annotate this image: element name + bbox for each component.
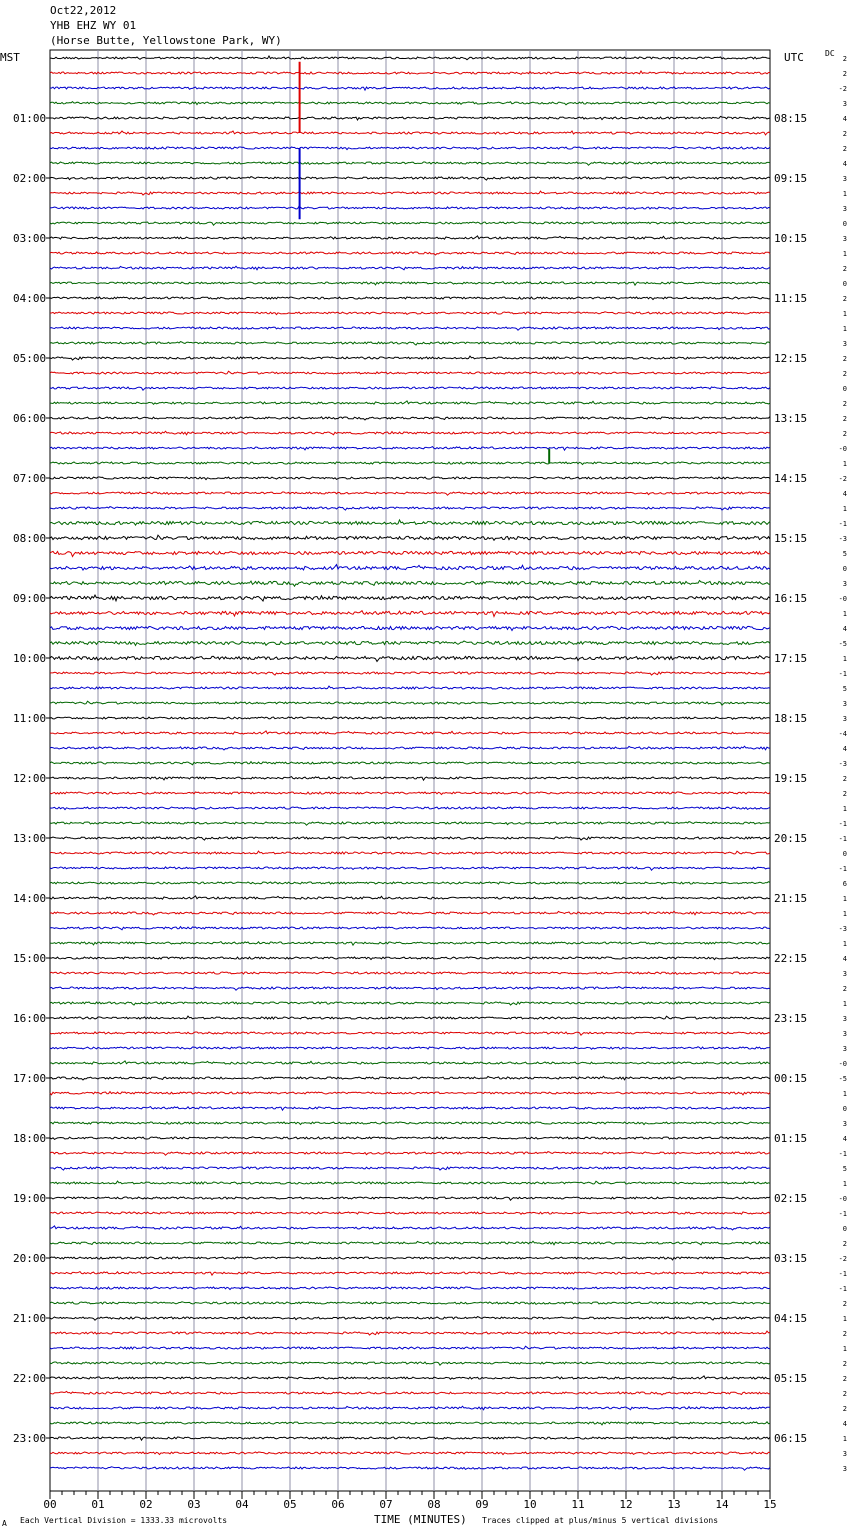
dc-offset-value: 0 [842, 385, 847, 393]
dc-offset-value: 1 [842, 655, 847, 663]
dc-offset-value: 2 [842, 430, 847, 438]
trace-row [50, 927, 770, 930]
dc-offset-value: 2 [842, 1405, 847, 1413]
dc-offset-value: 3 [842, 205, 847, 213]
trace-row [50, 1226, 770, 1230]
trace-row [50, 177, 770, 181]
trace-row [50, 792, 770, 795]
trace-row [50, 717, 770, 719]
dc-offset-value: 1 [842, 1090, 847, 1098]
trace-row [50, 222, 770, 225]
trace-row [50, 535, 770, 540]
dc-offset-value: 2 [842, 55, 847, 63]
dc-offset-value: -5 [838, 640, 847, 648]
trace-row [50, 777, 770, 781]
dc-offset-value: 2 [842, 1375, 847, 1383]
trace-row [50, 1467, 770, 1470]
right-hour-label: 00:15 [774, 1072, 808, 1085]
trace-row [50, 1422, 770, 1425]
right-hour-label: 16:15 [774, 592, 808, 605]
x-tick-label: 09 [475, 1498, 489, 1511]
dc-offset-value: 4 [842, 625, 847, 633]
left-hour-label: 08:00 [13, 532, 47, 545]
x-tick-label: 14 [715, 1498, 729, 1511]
x-tick-label: 10 [523, 1498, 537, 1511]
x-tick-label: 08 [427, 1498, 441, 1511]
trace-row [50, 822, 770, 826]
left-hour-label: 13:00 [13, 832, 47, 845]
dc-label: DC [825, 49, 835, 58]
trace-row [50, 387, 770, 390]
trace-row [50, 327, 770, 330]
trace-row [50, 102, 770, 105]
left-axis-label: MST [0, 51, 20, 64]
trace-row [50, 762, 770, 765]
left-hour-label: 11:00 [13, 712, 47, 725]
dc-offset-value: 2 [842, 790, 847, 798]
right-hour-label: 05:15 [774, 1372, 808, 1385]
trace-row [50, 87, 770, 90]
x-tick-label: 00 [43, 1498, 57, 1511]
dc-offset-value: 1 [842, 505, 847, 513]
corner-mark: A [2, 1519, 7, 1528]
trace-row [50, 867, 770, 870]
dc-offset-value: 5 [842, 550, 847, 558]
trace-row [50, 371, 770, 374]
left-hour-label: 18:00 [13, 1132, 47, 1145]
dc-offset-value: 2 [842, 370, 847, 378]
left-hour-label: 03:00 [13, 232, 47, 245]
dc-offset-value: 2 [842, 130, 847, 138]
dc-offset-value: 3 [842, 970, 847, 978]
dc-offset-value: 1 [842, 1435, 847, 1443]
trace-row [50, 1302, 770, 1305]
dc-offset-value: -1 [838, 1270, 847, 1278]
trace-row [50, 1272, 770, 1276]
dc-offset-value: -2 [838, 475, 847, 483]
dc-offset-value: -1 [838, 865, 847, 873]
right-hour-label: 01:15 [774, 1132, 808, 1145]
right-hour-label: 14:15 [774, 472, 808, 485]
dc-offset-value: -1 [838, 820, 847, 828]
dc-offset-value: 3 [842, 1465, 847, 1473]
trace-row [50, 147, 770, 150]
x-tick-label: 11 [571, 1498, 585, 1511]
trace-row [50, 1181, 770, 1184]
dc-offset-value: 0 [842, 220, 847, 228]
right-hour-label: 17:15 [774, 652, 808, 665]
left-hour-label: 04:00 [13, 292, 47, 305]
trace-row [50, 206, 770, 209]
trace-row [50, 1317, 770, 1321]
left-hour-label: 06:00 [13, 412, 47, 425]
x-tick-label: 07 [379, 1498, 393, 1511]
trace-row [50, 851, 770, 854]
trace-row [50, 686, 770, 689]
dc-offset-value: -3 [838, 760, 847, 768]
dc-offset-value: -0 [838, 1060, 847, 1068]
trace-row [50, 1376, 770, 1379]
trace-row [50, 266, 770, 270]
dc-offset-value: 3 [842, 100, 847, 108]
dc-offset-value: 4 [842, 160, 847, 168]
dc-offset-value: 1 [842, 895, 847, 903]
trace-row [50, 356, 770, 360]
dc-offset-value: 2 [842, 985, 847, 993]
dc-offset-value: -2 [838, 85, 847, 93]
left-hour-label: 12:00 [13, 772, 47, 785]
trace-row [50, 987, 770, 991]
left-hour-label: 16:00 [13, 1012, 47, 1025]
right-hour-label: 11:15 [774, 292, 808, 305]
right-hour-label: 20:15 [774, 832, 808, 845]
trace-row [50, 611, 770, 617]
trace-row [50, 1167, 770, 1170]
trace-row [50, 416, 770, 420]
trace-row [50, 1197, 770, 1200]
left-hour-label: 22:00 [13, 1372, 47, 1385]
x-tick-label: 03 [187, 1498, 201, 1511]
dc-offset-value: 2 [842, 775, 847, 783]
right-hour-label: 13:15 [774, 412, 808, 425]
trace-row [50, 641, 770, 646]
dc-offset-value: 3 [842, 340, 847, 348]
dc-offset-value: 1 [842, 460, 847, 468]
dc-offset-value: 0 [842, 565, 847, 573]
trace-row [50, 1137, 770, 1140]
right-hour-label: 18:15 [774, 712, 808, 725]
dc-offset-value: 1 [842, 310, 847, 318]
trace-row [50, 1331, 770, 1335]
trace-row [50, 252, 770, 255]
trace-row [50, 191, 770, 195]
seismic-traces [50, 56, 770, 1470]
dc-offset-value: 1 [842, 1180, 847, 1188]
dc-offset-value: 4 [842, 490, 847, 498]
trace-row [50, 1016, 770, 1019]
dc-offset-value: 4 [842, 1420, 847, 1428]
dc-offset-value: 2 [842, 355, 847, 363]
dc-offset-value: 1 [842, 805, 847, 813]
left-hour-label: 19:00 [13, 1192, 47, 1205]
trace-row [50, 116, 770, 120]
x-tick-label: 02 [139, 1498, 153, 1511]
dc-offset-value: 3 [842, 175, 847, 183]
left-hour-label: 15:00 [13, 952, 47, 965]
x-tick-label: 12 [619, 1498, 633, 1511]
dc-offset-value: 2 [842, 1240, 847, 1248]
dc-offset-value: 4 [842, 745, 847, 753]
dc-offset-value: -1 [838, 670, 847, 678]
right-hour-label: 19:15 [774, 772, 808, 785]
dc-offset-value: 3 [842, 715, 847, 723]
dc-offset-value: -4 [838, 730, 847, 738]
trace-row [50, 401, 770, 404]
trace-row [50, 520, 770, 525]
dc-offset-value: 5 [842, 1165, 847, 1173]
trace-row [50, 565, 770, 571]
dc-offset-value: 2 [842, 1330, 847, 1338]
dc-offset-value: 2 [842, 1300, 847, 1308]
trace-row [50, 462, 770, 465]
trace-row [50, 447, 770, 451]
dc-offset-value: -1 [838, 835, 847, 843]
trace-row [50, 507, 770, 511]
dc-offset-value: 2 [842, 70, 847, 78]
trace-row [50, 1122, 770, 1125]
trace-row [50, 1002, 770, 1005]
dc-offset-value: 6 [842, 880, 847, 888]
right-hour-label: 06:15 [774, 1432, 808, 1445]
dc-offset-value: -1 [838, 1210, 847, 1218]
left-hour-label: 02:00 [13, 172, 47, 185]
scale-note: Each Vertical Division = 1333.33 microvolts [20, 1516, 228, 1525]
trace-row [50, 942, 770, 946]
dc-offset-value: -5 [838, 1075, 847, 1083]
dc-offset-value: 0 [842, 850, 847, 858]
trace-row [50, 807, 770, 810]
trace-row [50, 1391, 770, 1395]
left-hour-label: 10:00 [13, 652, 47, 665]
trace-row [50, 746, 770, 750]
trace-row [50, 162, 770, 165]
trace-row [50, 342, 770, 346]
trace-row [50, 896, 770, 899]
left-hour-label: 21:00 [13, 1312, 47, 1325]
dc-offset-value: 1 [842, 910, 847, 918]
dc-offset-value: 2 [842, 400, 847, 408]
trace-row [50, 1047, 770, 1050]
trace-row [50, 431, 770, 435]
dc-offset-value: 2 [842, 265, 847, 273]
dc-offset-value: 4 [842, 1135, 847, 1143]
left-hour-label: 17:00 [13, 1072, 47, 1085]
dc-offset-value: 3 [842, 235, 847, 243]
trace-row [50, 1287, 770, 1290]
left-hour-label: 09:00 [13, 592, 47, 605]
x-tick-label: 01 [91, 1498, 105, 1511]
trace-row [50, 672, 770, 675]
dc-offset-value: 5 [842, 685, 847, 693]
x-tick-label: 13 [667, 1498, 681, 1511]
right-hour-label: 04:15 [774, 1312, 808, 1325]
x-tick-label: 15 [763, 1498, 777, 1511]
plot-date: Oct22,2012 [50, 4, 117, 17]
trace-row [50, 1452, 770, 1455]
trace-row [50, 1061, 770, 1064]
right-axis-label: UTC [784, 51, 804, 64]
dc-offset-value: 2 [842, 1360, 847, 1368]
left-hour-label: 20:00 [13, 1252, 47, 1265]
left-hour-label: 05:00 [13, 352, 47, 365]
trace-row [50, 282, 770, 286]
dc-offset-value: 2 [842, 295, 847, 303]
right-hour-label: 22:15 [774, 952, 808, 965]
dc-offset-value: 1 [842, 190, 847, 198]
dc-offset-value: 3 [842, 700, 847, 708]
right-hour-label: 21:15 [774, 892, 808, 905]
dc-offset-value: -0 [838, 445, 847, 453]
dc-offset-value: -1 [838, 1150, 847, 1158]
trace-row [50, 626, 770, 630]
dc-offset-value: -3 [838, 535, 847, 543]
dc-offset-value: 3 [842, 1015, 847, 1023]
trace-row [50, 1032, 770, 1035]
dc-offset-value: 1 [842, 1315, 847, 1323]
plot-frame [50, 50, 770, 1491]
dc-offset-value: 3 [842, 1030, 847, 1038]
trace-row [50, 911, 770, 915]
dc-offset-value: 1 [842, 610, 847, 618]
dc-offset-value: 1 [842, 325, 847, 333]
trace-row [50, 972, 770, 975]
trace-row [50, 731, 770, 734]
trace-row [50, 1212, 770, 1215]
left-hour-label: 23:00 [13, 1432, 47, 1445]
trace-row [50, 312, 770, 315]
trace-row [50, 837, 770, 840]
dc-offset-value: 3 [842, 1045, 847, 1053]
station-code: YHB EHZ WY 01 [50, 19, 137, 32]
x-tick-label: 04 [235, 1498, 249, 1511]
dc-offset-value: 3 [842, 1120, 847, 1128]
dc-offset-value: 1 [842, 1345, 847, 1353]
trace-row [50, 1241, 770, 1245]
trace-row [50, 56, 770, 60]
x-axis-title: TIME (MINUTES) [374, 1513, 467, 1526]
dc-offset-value: 2 [842, 415, 847, 423]
dc-offset-value: -2 [838, 1255, 847, 1263]
trace-row [50, 656, 770, 662]
trace-row [50, 492, 770, 495]
station-location: (Horse Butte, Yellowstone Park, WY) [50, 34, 282, 47]
trace-row [50, 595, 770, 601]
dc-offset-value: 0 [842, 1105, 847, 1113]
trace-row [50, 701, 770, 705]
trace-row [50, 1346, 770, 1349]
right-hour-label: 09:15 [774, 172, 808, 185]
right-hour-label: 02:15 [774, 1192, 808, 1205]
dc-offset-value: 2 [842, 1390, 847, 1398]
right-hour-label: 12:15 [774, 352, 808, 365]
dc-offset-value: 4 [842, 115, 847, 123]
trace-row [50, 297, 770, 300]
dc-offset-value: 0 [842, 280, 847, 288]
dc-offset-value: -3 [838, 925, 847, 933]
trace-row [50, 131, 770, 135]
trace-row [50, 1362, 770, 1365]
dc-offset-value: 0 [842, 1225, 847, 1233]
right-hour-label: 03:15 [774, 1252, 808, 1265]
dc-offset-value: -0 [838, 595, 847, 603]
clip-note: Traces clipped at plus/minus 5 vertical divisions [482, 1516, 719, 1525]
dc-offset-value: -0 [838, 1195, 847, 1203]
trace-row [50, 236, 770, 239]
right-hour-label: 15:15 [774, 532, 808, 545]
trace-row [50, 1437, 770, 1440]
x-tick-label: 06 [331, 1498, 345, 1511]
dc-offset-value: -1 [838, 1285, 847, 1293]
trace-row [50, 71, 770, 74]
trace-row [50, 882, 770, 885]
dc-offset-value: 1 [842, 940, 847, 948]
right-hour-label: 23:15 [774, 1012, 808, 1025]
dc-offset-value: 3 [842, 580, 847, 588]
trace-row [50, 1257, 770, 1260]
trace-row [50, 1152, 770, 1156]
trace-row [50, 1092, 770, 1095]
trace-row [50, 551, 770, 556]
dc-offset-value: 4 [842, 955, 847, 963]
dc-offset-value: 1 [842, 1000, 847, 1008]
left-hour-label: 01:00 [13, 112, 47, 125]
left-hour-label: 14:00 [13, 892, 47, 905]
trace-row [50, 957, 770, 960]
trace-row [50, 1107, 770, 1111]
trace-row [50, 1076, 770, 1080]
dc-offset-value: 2 [842, 145, 847, 153]
x-tick-label: 05 [283, 1498, 297, 1511]
dc-offset-value: 1 [842, 250, 847, 258]
dc-offset-value: 3 [842, 1450, 847, 1458]
right-hour-label: 10:15 [774, 232, 808, 245]
right-hour-label: 08:15 [774, 112, 808, 125]
trace-row [50, 477, 770, 480]
left-hour-label: 07:00 [13, 472, 47, 485]
trace-row [50, 1406, 770, 1410]
dc-offset-value: -1 [838, 520, 847, 528]
trace-row [50, 581, 770, 587]
